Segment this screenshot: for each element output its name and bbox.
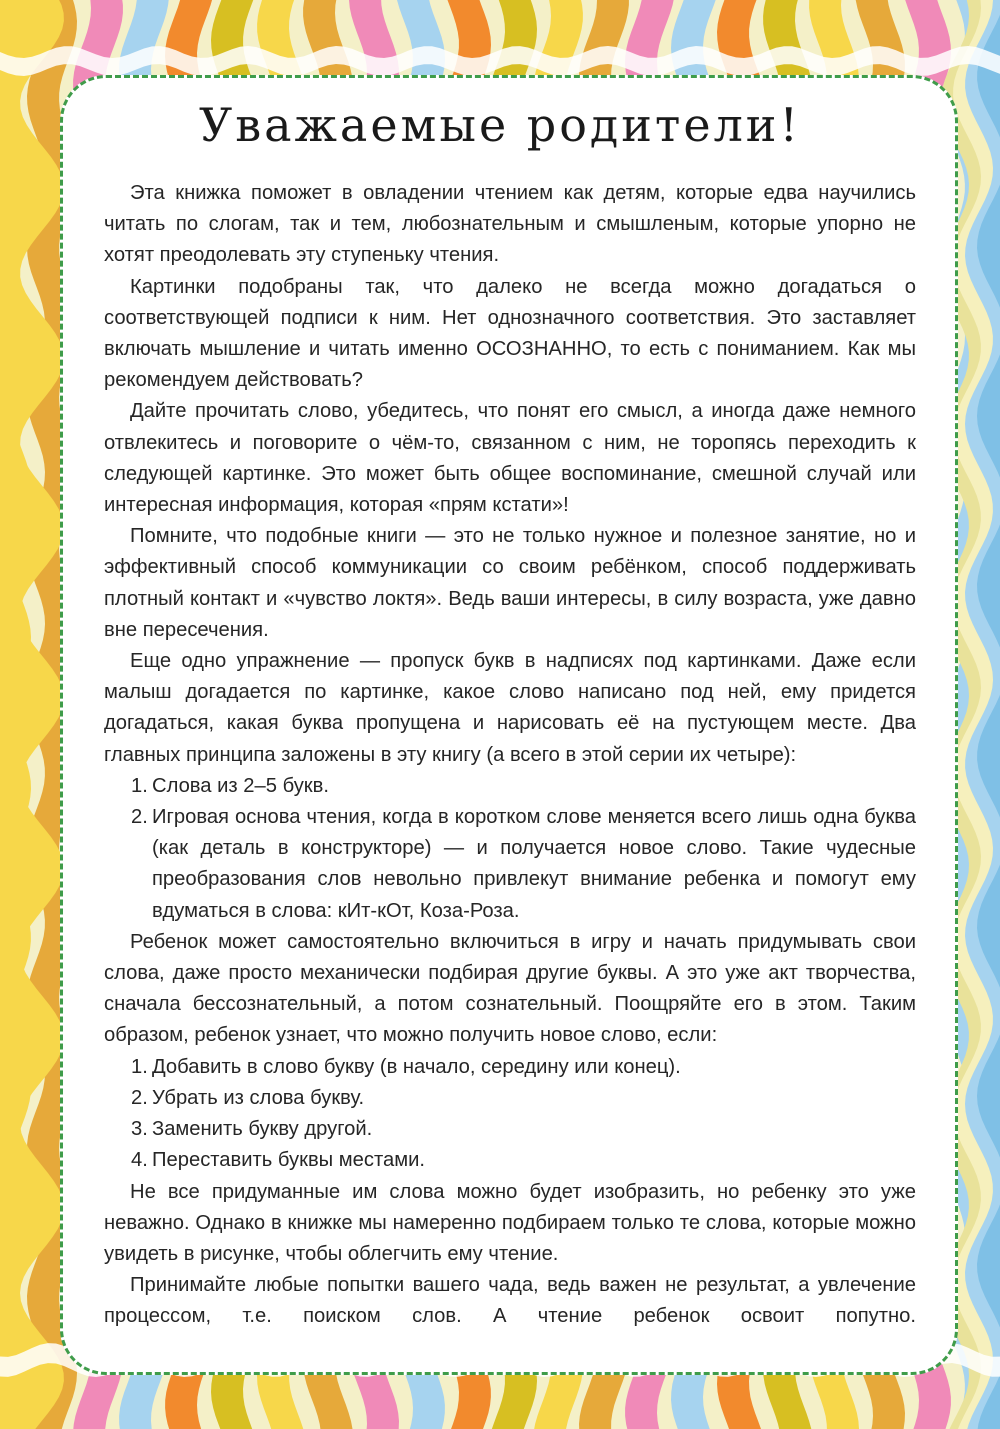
- list-item: 2. Игровая основа чтения, когда в коротком слове меняется всего лишь одна буква (как деталь в конструкторе) — и получается новое слово. Такие чудесные преобразования слов невольно привлекут внимание ребенка и помогут ему вдуматься в слова: кИт-кОт, Коза-Роза.: [131, 806, 916, 922]
- paragraph-drawing: Не все придуманные им слова можно будет изобразить, но ребенку это уже неважно. Однако в книжке мы намеренно подбираем только те слова, которые можно увидеть в рисунке, чтобы облегчить ему чтение.: [104, 1180, 916, 1265]
- paragraph-communication: Помните, что подобные книги — это не только нужное и полезное занятие, но и эффективный способ коммуникации со своим ребёнком, способ поддерживать плотный контакт и «чувство локтя». Ведь ваши интересы, в силу возраста, уже давно вне пересечения.: [104, 525, 916, 641]
- list-item: 3. Заменить букву другой.: [131, 1118, 373, 1141]
- list-item: 1. Добавить в слово букву (в начало, середину или конец).: [131, 1055, 681, 1078]
- principles-list: [104, 771, 916, 927]
- paragraph-closing: Принимайте любые попытки вашего чада, ведь важен не результат, а увлечение процессом, т.е. поиском слов. А чтение ребенок освоит попутно.: [104, 1274, 916, 1328]
- methods-list: [104, 1052, 916, 1177]
- paragraph-reading-advice: Дайте прочитать слово, убедитесь, что понят его смысл, а иногда даже немного отвлекитесь и поговорите о чём-то, связанном с ним, не торопясь переходить к следующей картинке. Это может быть общее воспоминание, смешной случай или интересная информация, которая «прям кстати»!: [104, 400, 916, 517]
- list-item: 2. Убрать из слова букву.: [131, 1086, 365, 1109]
- letter-body: [104, 178, 916, 1333]
- paragraph-intro: Эта книжка поможет в овладении чтением как детям, которые едва научились читать по слогам, так и тем, любознательным и смышленым, которые упорно не хотят преодолевать эту ступеньку чтения.: [104, 182, 916, 267]
- left-wave: [0, 0, 64, 1429]
- page-title: Уважаемые родители!: [199, 98, 801, 152]
- paragraph-exercise: Еще одно упражнение — пропуск букв в надписях под картинками. Даже если малыш догадается по картинке, какое слово написано под ней, ему придется догадаться, какая буква пропущена и нарисовать её на пустующем месте. Два главных принципа заложены в эту книгу (а всего в этой серии их четыре):: [104, 650, 916, 766]
- paragraph-creativity: Ребенок может самостоятельно включиться в игру и начать придумывать свои слова, даже просто механически подбирая другие буквы. А это уже акт творчества, сначала бессознательный, а потом сознательный. Поощряйте его в этом. Таким образом, ребенок узнает, что можно получить новое слово, если:: [104, 930, 916, 1047]
- list-item: 1. Слова из 2–5 букв.: [131, 774, 329, 797]
- paragraph-pictures: Картинки подобраны так, что далеко не всегда можно догадаться о соответствующей подписи к ним. Нет однозначного соответствия. Это заставляет включать мышление и читать именно ОСОЗНАННО, то есть с пониманием. Как мы рекомендуем действовать?: [104, 275, 916, 392]
- list-item: 4. Переставить буквы местами.: [131, 1149, 426, 1172]
